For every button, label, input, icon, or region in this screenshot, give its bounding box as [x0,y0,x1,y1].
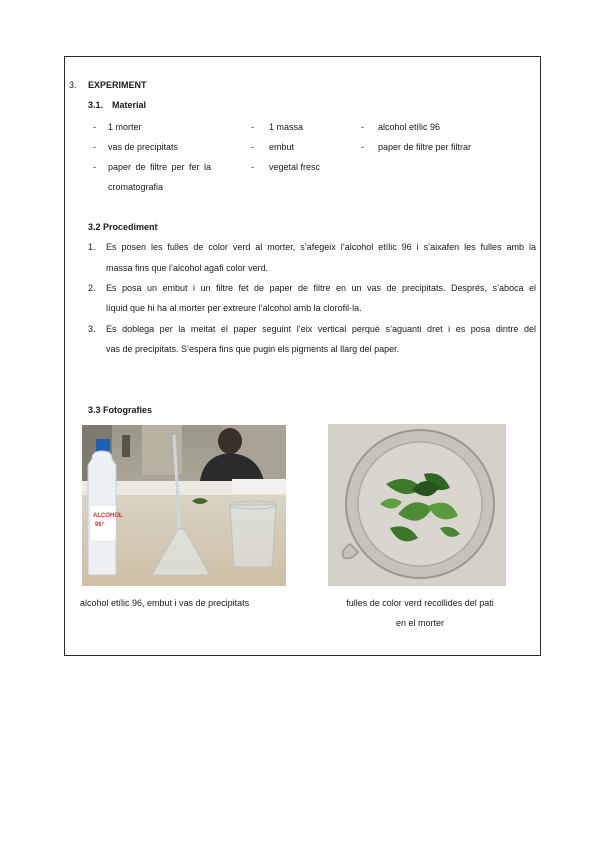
photo-mortar-leaves-image [328,424,506,586]
section-number: 3. [69,80,77,90]
bullet-dash: - [251,162,254,172]
step-text: Es doblega per la meitat el paper seguint l’eix vertical perquè s’aguanti dret i es posa dintre del [106,324,536,334]
material-item: paper de filtre per fer la [108,162,212,172]
material-item-continued: cromatografia [108,182,164,192]
photo-mortar-leaves [328,424,506,586]
bullet-dash: - [251,122,254,132]
material-title: Material [112,100,147,110]
step-number: 1. [88,242,96,252]
section-title: EXPERIMENT [88,80,147,90]
bullet-dash: - [361,142,364,152]
bullet-dash: - [93,142,96,152]
step-number: 2. [88,283,96,293]
procediment-title: 3.2 Procediment [88,222,158,232]
material-item: vas de precipitats [108,142,179,152]
photo-lab-equipment-image [82,425,286,586]
step-text: Es posen les fulles de color verd al morter, s’afegeix l’alcohol etílic 96 i s’aixafen les fulles amb la [106,242,536,252]
bottle-label-strength: 96° [95,522,105,528]
bullet-dash: - [93,122,96,132]
photo2-caption-line1: fulles de color verd recollides del pati [346,598,494,608]
photo2-caption-line2: en el morter [395,618,445,628]
material-item: vegetal fresc [269,162,321,172]
bullet-dash: - [361,122,364,132]
bullet-dash: - [93,162,96,172]
material-item: 1 massa [269,122,304,132]
fotografies-title: 3.3 Fotografies [88,405,153,415]
step-text: massa fins que l’alcohol agafi color verd. [106,263,269,273]
material-item: alcohol etílic 96 [378,122,441,132]
step-number: 3. [88,324,96,334]
material-item: embut [269,142,295,152]
step-text: líquid que hi ha al morter per extreure l’alcohol amb la clorofil·la. [106,303,362,313]
bottle-label-brand: ALCOHOL [93,513,123,519]
step-text: Es posa un embut i un filtre fet de paper de filtre en un vas de precipitats. Després, s’aboca el [106,283,536,293]
photo1-caption: alcohol etílic 96, embut i vas de precipitats [80,598,250,608]
step-text: vas de precipitats. S’espera fins que pugin els pigments al llarg del paper. [106,344,400,354]
material-item: paper de filtre per filtrar [378,142,472,152]
photo-lab-equipment [82,425,286,586]
bullet-dash: - [251,142,254,152]
material-item: 1 morter [108,122,142,132]
material-number: 3.1. [88,100,104,110]
